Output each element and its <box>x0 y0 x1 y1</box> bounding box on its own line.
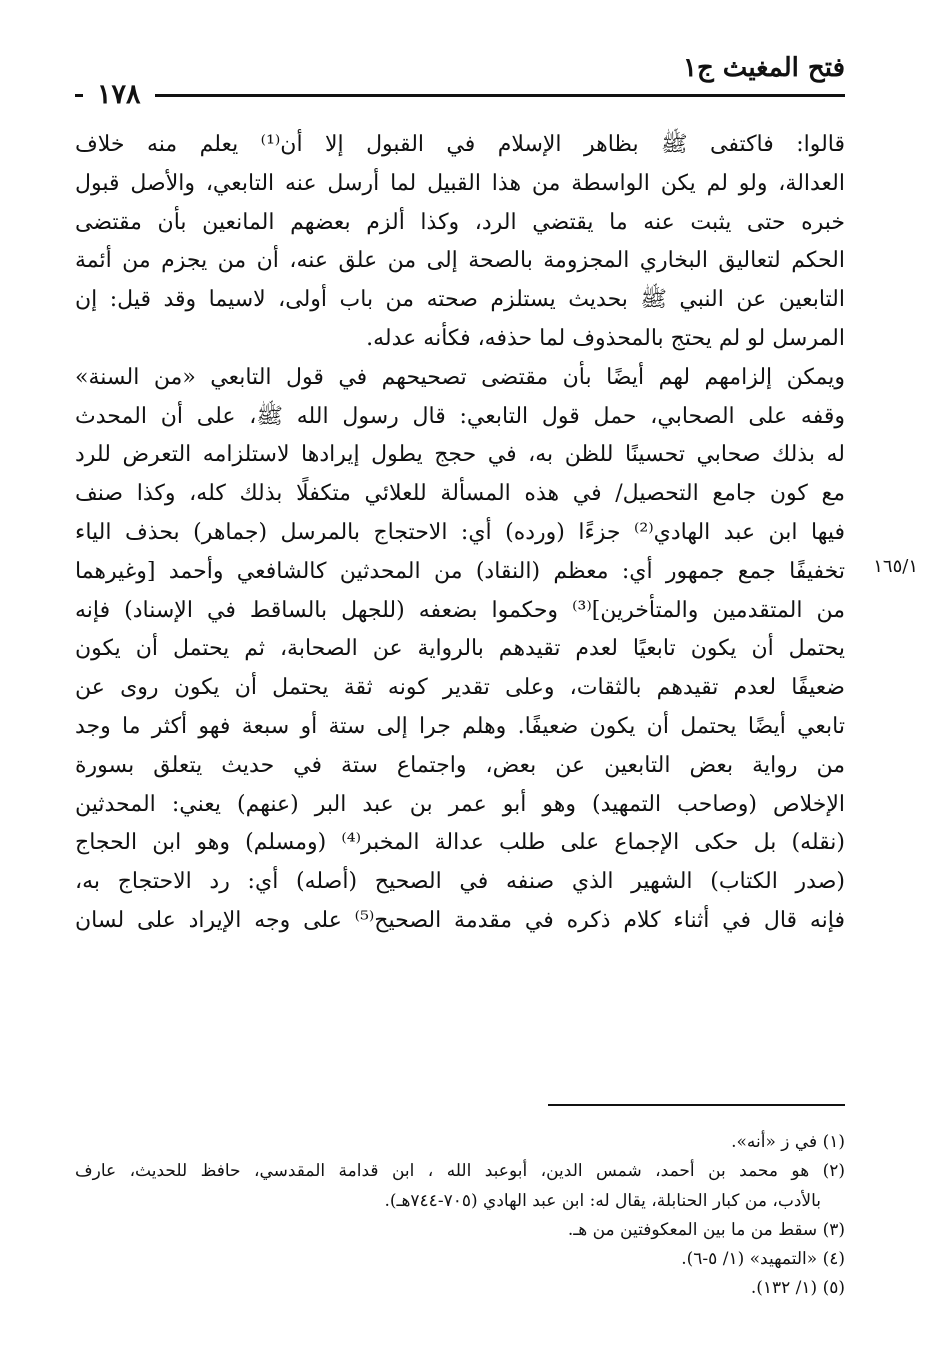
text-line: ويمكن إلزامهم لهم أيضًا بأن مقتضى تصحيحهم في قول التابعي «من السنة» <box>75 364 845 390</box>
text-line: تابعي أيضًا يحتمل أن يكون ضعيفًا. وهلم جرا إلى ستة أو سبعة فهو أكثر ما وجد <box>75 713 845 739</box>
text-line: مع كون جامع التحصيل/ في هذه المسألة للعلائي متكفلًا بذلك كله، وكذا صنف <box>75 481 845 507</box>
page-number: ١٧٨ <box>83 78 155 112</box>
footnote-5: (٥) (١/ ١٣٢). <box>750 1278 845 1299</box>
running-header <box>75 48 845 110</box>
text-line: من رواية بعض التابعين عن بعض، واجتماع ستة في حديث يتعلق بسورة <box>75 752 845 778</box>
text-line: خبره حتى يثبت عنه ما يقتضي الرد، وكذا ألزم بعضهم المانعين بأن مقتضى <box>75 209 845 235</box>
text-line: فيها ابن عبد الهادي⁽²⁾ جزءًا (ورده) أي: الاحتجاج بالمرسل (جماهر) بحذف الياء <box>75 519 845 545</box>
footnote-2-continued: بالأدب، من كبار الحنابلة، يقال له: ابن عبد الهادي (٧٠٥-٧٤٤هـ). <box>384 1190 821 1211</box>
text-line: فإنه قال في أثناء كلام ذكره في مقدمة الصحيح⁽⁵⁾ على وجه الإيراد على لسان <box>75 907 845 933</box>
text-line: الإخلاص (وصاحب التمهيد) وهو أبو عمر بن عبد البر (عنهم) يعني: المحدثين <box>75 791 845 817</box>
text-line: التابعين عن النبي ﷺ بحديث يستلزم صحته من باب أولى، لاسيما وقد قيل: إن <box>75 287 845 313</box>
footnote-3: (٣) سقط من ما بين المعكوفتين من هـ. <box>567 1219 845 1240</box>
footnotes <box>75 1128 845 1304</box>
text-line: وقفه على الصحابي، حمل قول التابعي: قال رسول الله ﷺ، على أن المحدث <box>75 403 845 429</box>
footnote-4: (٤) «التمهيد» (١/ ٥-٦). <box>681 1249 845 1270</box>
text-line: له بذلك صحابي تحسينًا للظن به، في حجج يطول إيرادها لاستلزامه التعرض للرد <box>75 442 845 468</box>
footnote-separator <box>548 1104 845 1106</box>
text-line: (نقله) بل حكى الإجماع على طلب عدالة المخبر⁽⁴⁾ (ومسلم) وهو ابن الحجاج <box>75 830 845 856</box>
book-title: فتح المغيث ج١ <box>682 53 845 83</box>
header-rule <box>75 94 845 97</box>
text-line: تخفيفًا جمع جمهور أي: معظم (النقاد) من المحدثين كالشافعي وأحمد [وغيرهما <box>75 558 845 584</box>
text-line: قالوا: فاكتفى ﷺ بظاهر الإسلام في القبول إلا أن⁽¹⁾ يعلم منه خلاف <box>75 132 845 157</box>
text-line: الحكم لتعاليق البخاري المجزومة بالصحة إلى من علق عنه، أن من يجزم من أئمة <box>75 248 845 274</box>
text-line: المرسل لو لم يحتج بالمحذوف لما حذفه، فكأنه عدله. <box>366 325 845 351</box>
text-line: من المتقدمين والمتأخرين]⁽³⁾ وحكموا بضعفه (للجهل بالساقط في الإسناد) فإنه <box>75 597 845 623</box>
text-line: العدالة، ولو لم يكن الواسطة من هذا القبيل لما أرسل عنه التابعي، والأصل قبول <box>75 170 845 196</box>
footnote-1: (١) في ز «أنه». <box>731 1132 845 1152</box>
text-line: (صدر الكتاب) الشهير الذي صنفه في الصحيح (أصله) أي: رد الاحتجاج به، <box>75 869 845 895</box>
footnote-2: (٢) هو محمد بن أحمد، شمس الدين، أبوعبد الله ، ابن قدامة المقدسي، حافظ للحديث، عارف <box>75 1161 845 1182</box>
text-line: ضعيفًا لعدم تقيدهم بالثقات، وعلى تقدير كونه ثقة يحتمل أن يكون روى عن <box>75 675 845 701</box>
margin-folio-note: ١٦٥/١ <box>873 556 918 577</box>
text-line: يحتمل أن يكون تابعيًا لعدم تقيدهم بالرواية عن الصحابة، ثم يحتمل أن يكون <box>75 636 845 662</box>
main-text <box>75 126 845 941</box>
